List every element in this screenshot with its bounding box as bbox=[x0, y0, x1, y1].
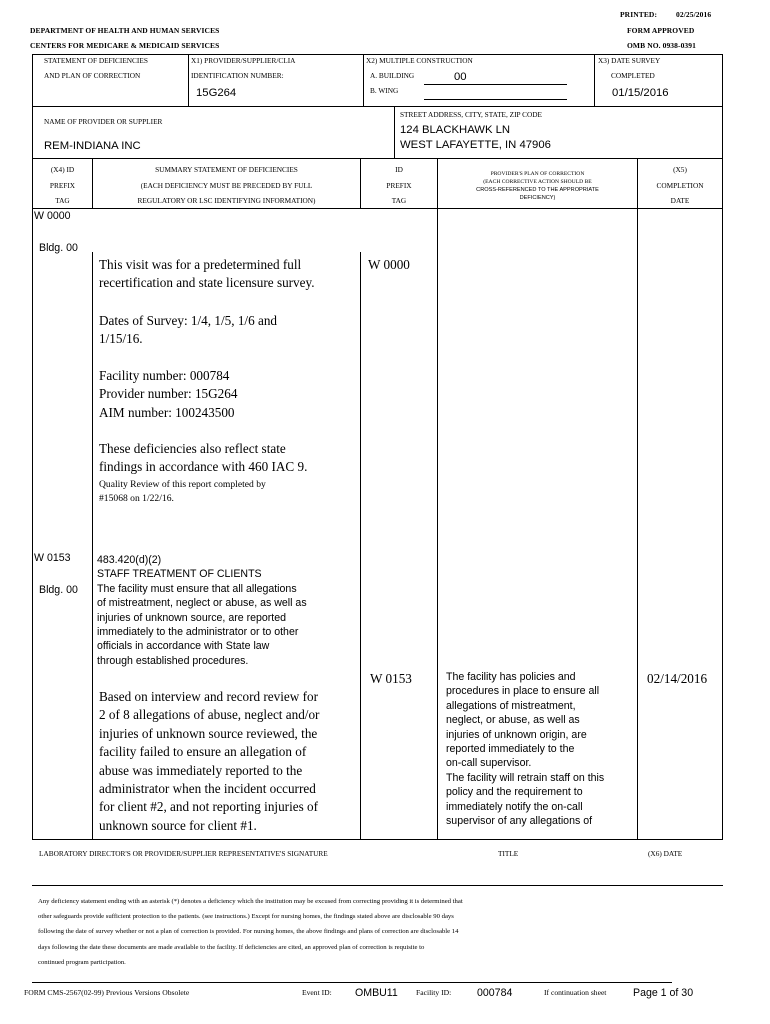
grid-line bbox=[32, 54, 723, 55]
tag-label: TAG bbox=[391, 196, 407, 205]
grid-line bbox=[594, 54, 595, 107]
identification-number-label: IDENTIFICATION NUMBER: bbox=[191, 71, 284, 80]
plan-subheading-2: CROSS-REFERENCED TO THE APPROPRIATE bbox=[476, 187, 599, 193]
summary-heading: SUMMARY STATEMENT OF DEFICIENCIES bbox=[155, 165, 298, 174]
completion-label: COMPLETION bbox=[656, 181, 704, 190]
signature-rule bbox=[32, 885, 723, 886]
grid-line bbox=[363, 54, 364, 107]
grid-line bbox=[722, 209, 723, 840]
state-findings: These deficiencies also reflect state findings in accordance with 460 IAC 9. bbox=[99, 441, 308, 475]
grid-line bbox=[394, 107, 395, 159]
plan-of-correction-label: AND PLAN OF CORRECTION bbox=[44, 71, 141, 80]
grid-line bbox=[360, 252, 361, 840]
address-line-1: 124 BLACKHAWK LN bbox=[400, 124, 511, 136]
grid-line bbox=[92, 252, 93, 840]
grid-line bbox=[32, 208, 723, 209]
disclaimer-rule bbox=[32, 982, 672, 983]
wing-label: B. WING bbox=[370, 86, 399, 95]
tag-w0153: W 0153 bbox=[34, 552, 71, 564]
provider-name-value: REM-INDIANA INC bbox=[44, 140, 141, 152]
street-address-label: STREET ADDRESS, CITY, STATE, ZIP CODE bbox=[400, 110, 542, 119]
bldg-label-2: Bldg. 00 bbox=[39, 584, 78, 596]
quality-review: Quality Review of this report completed by #15068 on 1/22/16. bbox=[99, 479, 266, 504]
completion-date: 02/14/2016 bbox=[647, 671, 708, 686]
grid-line bbox=[32, 107, 33, 159]
provider-id-value: 15G264 bbox=[196, 87, 237, 99]
x5-label: (X5) bbox=[673, 165, 687, 174]
summary-subheading-1: (EACH DEFICIENCY MUST BE PRECEDED BY FULL bbox=[140, 181, 313, 190]
id-tag-w0000: W 0000 bbox=[368, 257, 410, 272]
completed-label: COMPLETED bbox=[611, 71, 655, 80]
facility-id-label: Facility ID: bbox=[416, 988, 452, 997]
form-id: FORM CMS-2567(02-99) Previous Versions Obsolete bbox=[24, 988, 190, 997]
facility-identifiers: Facility number: 000784 Provider number: 15G264 AIM number: 100243500 bbox=[99, 368, 238, 420]
date-survey-label: X3) DATE SURVEY bbox=[598, 56, 661, 65]
x1-label: X1) PROVIDER/SUPPLIER/CLIA bbox=[191, 56, 296, 65]
date-label: DATE bbox=[670, 196, 690, 205]
printed-label: PRINTED: bbox=[620, 10, 658, 19]
tag-w0000: W 0000 bbox=[34, 210, 71, 222]
printed-date: 02/25/2016 bbox=[676, 10, 712, 19]
grid-line bbox=[188, 54, 189, 107]
bldg-label-1: Bldg. 00 bbox=[39, 242, 78, 254]
grid-line bbox=[637, 209, 638, 840]
survey-date-value: 01/15/2016 bbox=[612, 87, 669, 99]
grid-line bbox=[32, 209, 33, 840]
statement-label: STATEMENT OF DEFICIENCIES bbox=[44, 56, 148, 65]
x6-date-label: (X6) DATE bbox=[648, 849, 683, 858]
disclaimer: Any deficiency statement ending with an asterisk (*) denotes a deficiency which the institution may be excused from correcting providing it is determined that other safeguards provide sufficient protection to the patients. (see instructions.) Except for nursing homes, the findings stated above are disclosable 90 days following the date of survey whether or not a plan of correction is provided. For nursing homes, the above findings and plans of correction are disclosable 14 days following the date these documents are made available to the facility. If deficiencies are cited, an approved plan of correction is requisite to continued program participation. bbox=[38, 898, 463, 966]
visit-statement: This visit was for a predetermined full recertification and state licensure survey. bbox=[99, 257, 315, 291]
x4-prefix-label: PREFIX bbox=[49, 181, 76, 190]
grid-line bbox=[32, 158, 723, 159]
id-tag-w0153: W 0153 bbox=[370, 671, 412, 686]
facility-id-value: 000784 bbox=[477, 987, 513, 999]
multiple-construction-label: X2) MULTIPLE CONSTRUCTION bbox=[366, 56, 473, 65]
building-value: 00 bbox=[454, 71, 467, 83]
wing-underline bbox=[424, 99, 567, 100]
continuation-label: If continuation sheet bbox=[544, 988, 607, 997]
grid-line bbox=[722, 54, 723, 107]
title-label: TITLE bbox=[498, 849, 519, 858]
grid-line bbox=[722, 159, 723, 209]
regulation-text: 483.420(d)(2) STAFF TREATMENT OF CLIENTS The facility must ensure that all allegations of mistreatment, neglect or abuse, as well as injuries of unknown source, are reported immediately to the administrator or to other officials in accordance with State law through established procedures. bbox=[97, 554, 307, 667]
grid-line bbox=[32, 839, 723, 840]
building-label: A. BUILDING bbox=[370, 71, 415, 80]
department-name: DEPARTMENT OF HEALTH AND HUMAN SERVICES bbox=[30, 26, 220, 35]
page-number: Page 1 of 30 bbox=[633, 987, 694, 999]
grid-line bbox=[32, 106, 723, 107]
plan-subheading-1: (EACH CORRECTIVE ACTION SHOULD BE bbox=[483, 179, 592, 185]
provider-name-label: NAME OF PROVIDER OR SUPPLIER bbox=[44, 117, 163, 126]
prefix-label: PREFIX bbox=[386, 181, 412, 190]
building-underline bbox=[424, 84, 567, 85]
plan-of-correction-text: The facility has policies and procedures in place to ensure all allegations of mistreatment, neglect, or abuse, as well as injuries of unknown origin, are reported immediately to the on-call supervisor. The facility will retrain staff on this policy and the requirement to immediately notify the on-call supervisor of any allegations of bbox=[446, 671, 605, 828]
lab-director-signature-label: LABORATORY DIRECTOR'S OR PROVIDER/SUPPLIER REPRESENTATIVE'S SIGNATURE bbox=[39, 849, 328, 858]
id-label: ID bbox=[395, 165, 403, 174]
grid-line bbox=[722, 107, 723, 159]
centers-name: CENTERS FOR MEDICARE & MEDICAID SERVICES bbox=[30, 41, 220, 50]
grid-line bbox=[32, 54, 33, 107]
plan-subheading-3: DEFICIENCY) bbox=[519, 195, 556, 201]
x4-tag-label: TAG bbox=[55, 196, 70, 205]
event-id-label: Event ID: bbox=[302, 988, 332, 997]
form-approved: FORM APPROVED bbox=[627, 26, 695, 35]
plan-heading: PROVIDER'S PLAN OF CORRECTION bbox=[490, 171, 585, 177]
summary-subheading-2: REGULATORY OR LSC IDENTIFYING INFORMATION) bbox=[137, 196, 316, 205]
dates-of-survey: Dates of Survey: 1/4, 1/5, 1/6 and 1/15/16. bbox=[99, 313, 278, 347]
grid-line bbox=[437, 209, 438, 840]
x4-id-label: (X4) ID bbox=[50, 165, 75, 174]
event-id-value: OMBU11 bbox=[355, 987, 398, 999]
address-line-2: WEST LAFAYETTE, IN 47906 bbox=[400, 139, 551, 151]
finding-text: Based on interview and record review for 2 of 8 allegations of abuse, neglect and/or injuries of unknown source reviewed, the facility failed to ensure an allegation of abuse was immediately reported to the administrator when the incident occurred for client #2, and not reporting injuries of unknown source for client #1. bbox=[99, 689, 320, 833]
omb-number: OMB NO. 0938-0391 bbox=[627, 41, 696, 50]
